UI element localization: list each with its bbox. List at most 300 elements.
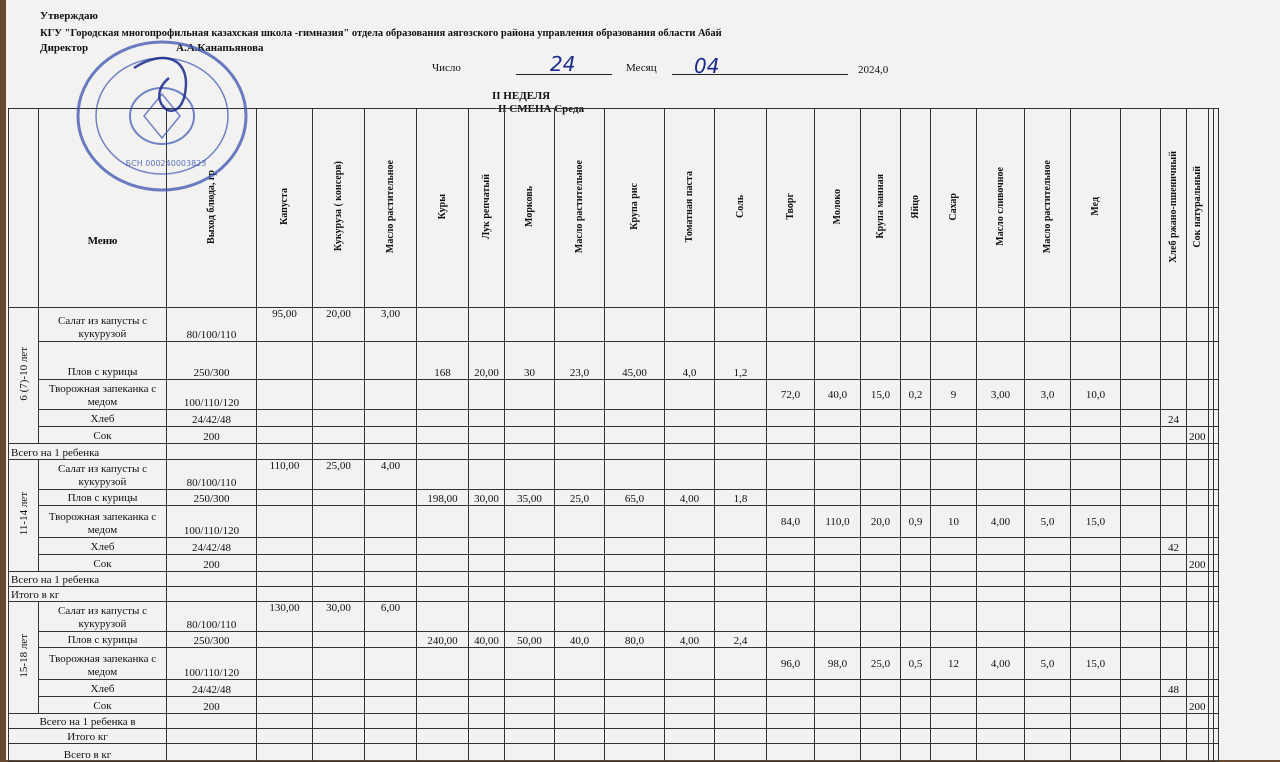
header-product-6 [555,109,605,308]
menu-row [9,490,1219,506]
value-cell [505,460,555,490]
document-page [6,0,1280,760]
value-cell [861,342,901,380]
empty-cell [861,729,901,744]
product-quantity: 110,0 [825,515,850,528]
product-quantity: 84,0 [780,515,801,528]
value-cell [469,680,505,697]
output-cell [167,460,257,490]
value-cell [815,697,861,714]
value-cell [815,506,861,538]
value-cell [257,555,313,572]
empty-cell [977,714,1025,729]
header-product-10 [767,109,815,308]
value-cell [1161,342,1187,380]
value-cell [715,460,767,490]
value-cell [665,342,715,380]
product-column-header: Мед [1090,197,1101,216]
value-cell [1025,697,1071,714]
empty-cell [815,714,861,729]
value-cell [555,490,605,506]
total-label: Итого в кг [11,589,60,601]
value-cell [605,427,665,444]
value-cell [1071,506,1121,538]
value-cell [417,380,469,410]
header-age-cell [9,109,39,308]
value-cell [1071,555,1121,572]
empty-cell [555,444,605,460]
value-cell [1121,602,1161,632]
value-cell [931,680,977,697]
value-cell [1121,380,1161,410]
empty-cell [365,587,417,602]
product-quantity: 15,0 [1085,657,1106,670]
header-product-0 [257,109,313,308]
value-cell [555,680,605,697]
value-cell [861,538,901,555]
product-quantity: 15,0 [870,388,891,401]
empty-cell [815,572,861,587]
product-quantity: 25,0 [870,657,891,670]
age-group-label: 6 (7)-10 лет [17,347,30,401]
official-stamp [74,38,250,194]
header-product-15 [977,109,1025,308]
value-cell [1121,538,1161,555]
value-cell [505,697,555,714]
value-cell [861,680,901,697]
empty-cell [605,572,665,587]
value-cell [1071,308,1121,342]
value-cell [1071,632,1121,648]
empty-cell [505,729,555,744]
empty-cell [1121,714,1161,729]
header-product-22 [1213,109,1218,308]
product-column-header: Яйцо [910,194,921,219]
value-cell [313,680,365,697]
dish-output: 200 [203,559,220,571]
empty-cell [167,572,257,587]
product-quantity: 3,0 [1040,388,1055,401]
value-cell [861,632,901,648]
menu-row [9,680,1219,697]
product-column-header: Крупа рис [629,183,640,230]
product-column-header: Масло растительное [385,159,396,254]
dish-name: Плов с курицы [67,492,138,504]
product-quantity: 168 [434,367,451,379]
value-cell [665,602,715,632]
dish-output: 24/42/48 [191,684,232,696]
value-cell [1187,380,1209,410]
value-cell [1025,308,1071,342]
product-column-header: Масло растительное [1042,159,1053,254]
value-cell [1161,427,1187,444]
value-cell [815,648,861,680]
value-cell [1187,308,1209,342]
value-cell [1187,538,1209,555]
organization-line: КГУ "Городская многопрофильная казахская школа -гимназия" отдела образования аягозского района управления образования области Абай [40,28,722,39]
value-cell [1121,460,1161,490]
product-column-header: Морковь [524,186,535,227]
value-cell [977,427,1025,444]
value-cell [901,380,931,410]
empty-cell [1025,572,1071,587]
empty-cell [469,714,505,729]
value-cell [767,680,815,697]
product-column-header: Сахар [948,192,959,221]
header-product-9 [715,109,767,308]
product-quantity: 9 [950,388,957,401]
empty-cell [1213,587,1218,602]
value-cell [365,648,417,680]
empty-cell [665,744,715,762]
value-cell [1071,427,1121,444]
empty-cell [1025,444,1071,460]
value-cell [1213,427,1218,444]
product-quantity: 40,0 [569,635,590,647]
empty-cell [767,572,815,587]
value-cell [555,506,605,538]
value-cell [901,632,931,648]
value-cell [815,380,861,410]
value-cell [1187,410,1209,427]
output-cell [167,506,257,538]
value-cell [1121,697,1161,714]
value-cell [1121,555,1161,572]
value-cell [1025,410,1071,427]
value-cell [1161,680,1187,697]
empty-cell [815,744,861,762]
value-cell [1121,506,1161,538]
empty-cell [257,729,313,744]
total-label: Итого кг [67,731,108,743]
empty-cell [505,444,555,460]
value-cell [605,410,665,427]
day-value: 24 [550,52,576,76]
value-cell [861,648,901,680]
dish-name: Сок [93,700,112,712]
value-cell [365,490,417,506]
value-cell [665,460,715,490]
value-cell [365,308,417,342]
empty-cell [715,572,767,587]
value-cell [665,632,715,648]
empty-cell [1213,572,1218,587]
total-row [9,572,1219,587]
header-product-13 [901,109,931,308]
product-quantity: 4,00 [679,635,700,647]
header-product-20 [1187,109,1209,308]
product-quantity: 20,00 [474,367,499,379]
value-cell [417,538,469,555]
total-row [9,714,1219,729]
empty-cell [257,444,313,460]
age-group-cell [9,460,39,572]
menu-row [9,697,1219,714]
value-cell [605,632,665,648]
value-cell [1187,602,1209,632]
product-quantity: 3,00 [990,388,1011,401]
value-cell [1071,680,1121,697]
empty-cell [1071,714,1121,729]
total-label-cell [9,444,167,460]
value-cell [1213,410,1218,427]
header-product-8 [665,109,715,308]
dish-name: Сок [93,558,112,570]
value-cell [1025,602,1071,632]
value-cell [257,460,313,490]
value-cell [1187,680,1209,697]
value-cell [1161,697,1187,714]
empty-cell [555,714,605,729]
value-cell [469,380,505,410]
header-product-2 [365,109,417,308]
dish-name: Творожная запеканка с медом [48,653,157,678]
dish-cell [39,380,167,410]
value-cell [1161,555,1187,572]
value-cell [1213,460,1218,490]
empty-cell [715,587,767,602]
value-cell [365,602,417,632]
value-cell [313,380,365,410]
header-product-11 [815,109,861,308]
output-cell [167,555,257,572]
value-cell [1025,460,1071,490]
value-cell [901,427,931,444]
empty-cell [605,714,665,729]
value-cell [1213,490,1218,506]
empty-cell [469,587,505,602]
empty-cell [605,729,665,744]
product-quantity: 5,0 [1040,515,1055,528]
value-cell [257,680,313,697]
menu-row [9,427,1219,444]
dish-output: 250/300 [193,493,230,505]
value-cell [1025,555,1071,572]
output-cell [167,342,257,380]
value-cell [1213,648,1218,680]
value-cell [977,538,1025,555]
dish-name: Хлеб [90,683,115,695]
header-product-19 [1161,109,1187,308]
value-cell [257,410,313,427]
value-cell [1025,342,1071,380]
output-cell [167,648,257,680]
value-cell [815,308,861,342]
header-product-7 [605,109,665,308]
dish-name: Хлеб [90,541,115,553]
value-cell [365,506,417,538]
header-product-14 [931,109,977,308]
value-cell [605,602,665,632]
dish-name: Хлеб [90,413,115,425]
day-label: Число [432,62,461,74]
value-cell [555,538,605,555]
value-cell [1025,380,1071,410]
empty-cell [977,572,1025,587]
value-cell [417,632,469,648]
product-quantity: 40,00 [474,635,499,647]
value-cell [1187,648,1209,680]
empty-cell [715,714,767,729]
empty-cell [167,587,257,602]
empty-cell [167,744,257,762]
empty-cell [901,587,931,602]
dish-name: Сок [93,430,112,442]
value-cell [505,308,555,342]
value-cell [665,427,715,444]
value-cell [417,506,469,538]
value-cell [665,308,715,342]
value-cell [767,555,815,572]
value-cell [505,427,555,444]
value-cell [665,538,715,555]
value-cell [469,427,505,444]
value-cell [1213,506,1218,538]
empty-cell [469,744,505,762]
empty-cell [417,572,469,587]
value-cell [505,490,555,506]
menu-row [9,460,1219,490]
product-quantity: 48 [1168,684,1179,696]
menu-row [9,342,1219,380]
age-group-cell [9,308,39,444]
value-cell [931,648,977,680]
value-cell [365,632,417,648]
dish-output: 250/300 [193,635,230,647]
empty-cell [1071,444,1121,460]
value-cell [1187,697,1209,714]
empty-cell [1121,587,1161,602]
output-cell [167,538,257,555]
product-quantity: 110,00 [269,460,300,472]
value-cell [1071,380,1121,410]
output-cell [167,697,257,714]
value-cell [931,538,977,555]
value-cell [469,308,505,342]
value-cell [257,538,313,555]
product-quantity: 42 [1168,542,1179,554]
dish-output: 100/110/120 [183,525,240,537]
value-cell [1161,308,1187,342]
empty-cell [257,744,313,762]
value-cell [767,308,815,342]
value-cell [901,342,931,380]
product-column-header: Хлеб ржано-пшеничный [1168,150,1179,263]
product-column-header: Крупа манная [875,174,886,239]
value-cell [815,427,861,444]
product-quantity: 25,0 [569,493,590,505]
empty-cell [365,572,417,587]
empty-cell [665,572,715,587]
header-product-4 [469,109,505,308]
value-cell [767,648,815,680]
value-cell [861,460,901,490]
value-cell [901,410,931,427]
value-cell [505,538,555,555]
menu-row [9,308,1219,342]
product-quantity: 4,00 [990,515,1011,528]
value-cell [901,555,931,572]
value-cell [505,648,555,680]
value-cell [901,602,931,632]
output-cell [167,632,257,648]
product-column-header: Сок натуральный [1191,165,1203,248]
value-cell [715,308,767,342]
total-label-cell [9,744,167,762]
value-cell [257,697,313,714]
empty-cell [901,744,931,762]
empty-cell [167,729,257,744]
value-cell [715,697,767,714]
menu-row [9,555,1219,572]
empty-cell [767,444,815,460]
value-cell [931,410,977,427]
value-cell [417,308,469,342]
value-cell [977,460,1025,490]
value-cell [815,538,861,555]
empty-cell [469,444,505,460]
empty-cell [1213,714,1218,729]
value-cell [767,697,815,714]
value-cell [815,460,861,490]
value-cell [665,410,715,427]
empty-cell [901,572,931,587]
value-cell [555,380,605,410]
value-cell [1071,460,1121,490]
value-cell [977,680,1025,697]
value-cell [1213,697,1218,714]
value-cell [605,490,665,506]
dish-output: 250/300 [193,367,230,379]
empty-cell [861,587,901,602]
empty-cell [167,714,257,729]
value-cell [605,342,665,380]
value-cell [977,697,1025,714]
empty-cell [815,444,861,460]
value-cell [815,410,861,427]
value-cell [555,460,605,490]
value-cell [815,632,861,648]
value-cell [931,342,977,380]
value-cell [815,680,861,697]
value-cell [931,555,977,572]
value-cell [901,460,931,490]
output-cell [167,308,257,342]
product-quantity: 98,0 [827,657,848,670]
product-column-header: Капуста [279,188,290,225]
empty-cell [861,444,901,460]
value-cell [715,380,767,410]
value-cell [313,427,365,444]
value-cell [901,648,931,680]
product-quantity: 96,0 [780,657,801,670]
header-product-5 [505,109,555,308]
value-cell [767,342,815,380]
empty-cell [977,744,1025,762]
empty-cell [1213,744,1218,762]
value-cell [861,506,901,538]
value-cell [665,697,715,714]
empty-cell [1213,729,1218,744]
empty-cell [1025,714,1071,729]
header-product-16 [1025,109,1071,308]
dish-cell [39,632,167,648]
total-row [9,587,1219,602]
product-quantity: 2,4 [733,635,748,647]
empty-cell [861,714,901,729]
value-cell [1161,460,1187,490]
dish-cell [39,410,167,427]
